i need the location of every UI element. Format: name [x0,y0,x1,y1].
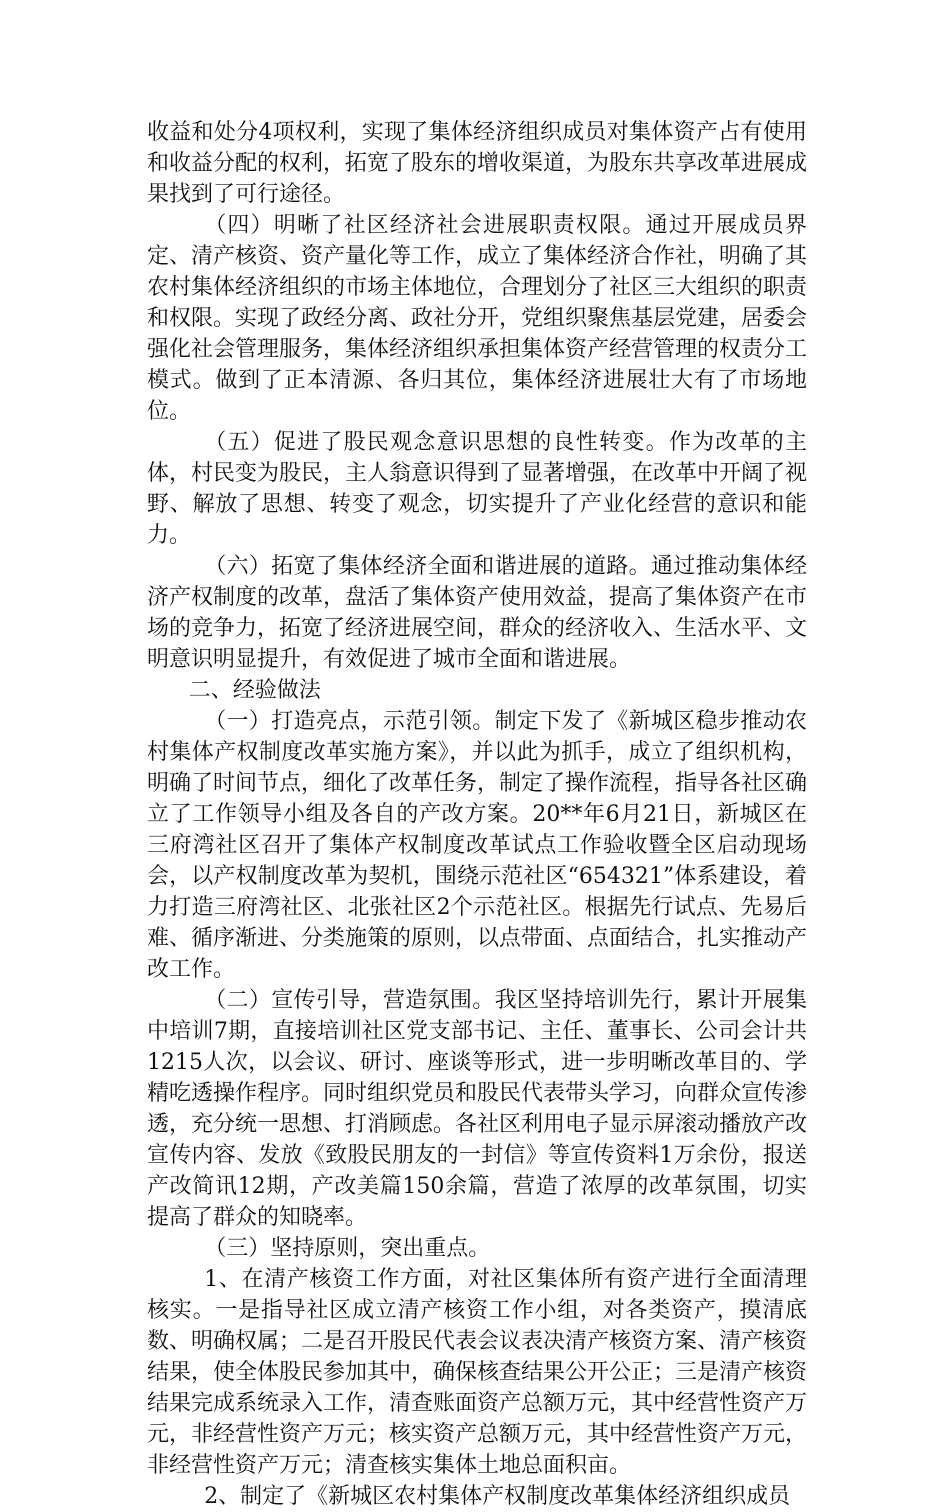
paragraph-section-five: （五）促进了股民观念意识思想的良性转变。作为改革的主体，村民变为股民，主人翁意识得到了显著增强，在改革中开阔了视野、解放了思想、转变了观念，切实提升了产业化经营的意识和能力。 [147,430,808,548]
paragraph-highlight-demo: （一）打造亮点，示范引领。制定下发了《新城区稳步推动农村集体产权制度改革实施方案》，并以此为抓手，成立了组织机构，明确了时间节点，细化了改革任务，制定了操作流程，指导各社区确立了工作领导小组及各自的产改方案。20**年6月21日，新城区在三府湾社区召开了集体产权制度改革试点工作验收暨全区启动现场会，以产权制度改革为契机，围绕示范社区“654321”体系建设，着力打造三府湾社区、北张社区2个示范社区。根据先行试点、先易后难、循序渐进、分类施策的原则，以点带面、点面结合，扎实推动产改工作。 [147,709,808,982]
document-page [147,117,807,1512]
heading-principles: （三）坚持原则，突出重点。 [204,1236,491,1261]
heading-experience: 二、经验做法 [188,678,321,703]
paragraph-section-six: （六）拓宽了集体经济全面和谐进展的道路。通过推动集体经济产权制度的改革，盘活了集体资产使用效益，提高了集体资产在市场的竞争力，拓宽了经济进展空间，群众的经济收入、生活水平、文明意识明显提升，有效促进了城市全面和谐进展。 [147,554,808,672]
paragraph-publicity: （二）宣传引导，营造氛围。我区坚持培训先行，累计开展集中培训7期，直接培训社区党支部书记、主任、董事长、公司会计共1215人次，以会议、研讨、座谈等形式，进一步明晰改革目的、学精吃透操作程序。同时组织党员和股民代表带头学习，向群众宣传渗透，充分统一思想、打消顾虑。各社区利用电子显示屏滚动播放产改宣传内容、发放《致股民朋友的一封信》等宣传资料1万余份，报送产改简讯12期，产改美篇150余篇，营造了浓厚的改革氛围，切实提高了群众的知晓率。 [147,988,808,1230]
paragraph-member-rules: 2、制定了《新城区农村集体产权制度改革集体经济组织成员 [204,1484,791,1509]
paragraph-rights-continuation: 收益和处分4项权利，实现了集体经济组织成员对集体资产占有使用和收益分配的权利，拓宽了股东的增收渠道，为股东共享改革进展成果找到了可行途径。 [147,120,808,207]
paragraph-asset-verification: 1、在清产核资工作方面，对社区集体所有资产进行全面清理核实。一是指导社区成立清产核资工作小组，对各类资产，摸清底数、明确权属；二是召开股民代表会议表决清产核资方案、清产核资结果，使全体股民参加其中，确保核查结果公开公正；三是清产核资结果完成系统录入工作，清查账面资产总额万元，其中经营性资产万元，非经营性资产万元；核实资产总额万元，其中经营性资产万元，非经营性资产万元；清查核实集体土地总面积亩。 [147,1267,808,1478]
paragraph-section-four: （四）明晰了社区经济社会进展职责权限。通过开展成员界定、清产核资、资产量化等工作，成立了集体经济合作社，明确了其农村集体经济组织的市场主体地位，合理划分了社区三大组织的职责和权限。实现了政经分离、政社分开，党组织聚焦基层党建，居委会强化社会管理服务，集体经济组织承担集体资产经营管理的权责分工模式。做到了正本清源、各归其位，集体经济进展壮大有了市场地位。 [147,213,808,424]
